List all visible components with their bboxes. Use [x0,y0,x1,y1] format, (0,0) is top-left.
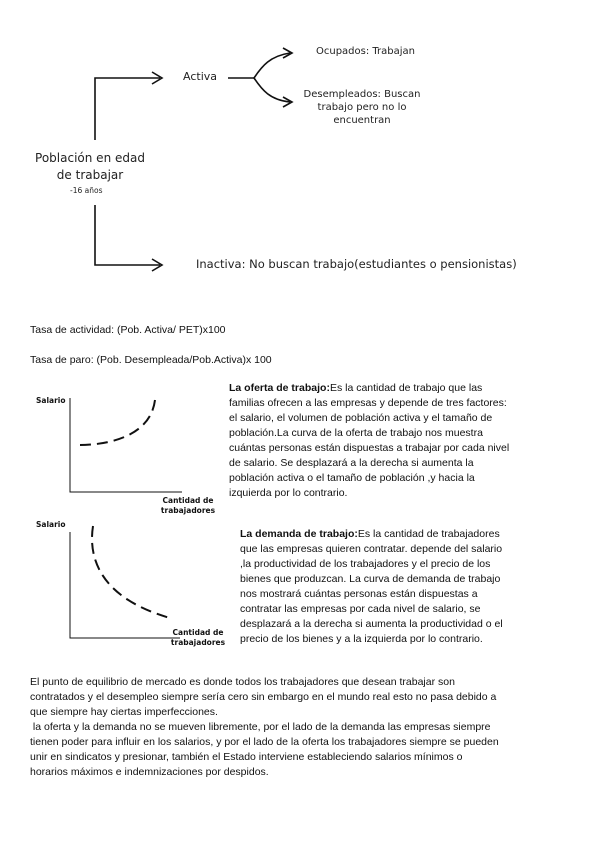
supply-line6: de salario. Se desplazará a la derecha si aumenta la [229,457,474,469]
demand-line5: nos mostrará cuántas personas están dispuestas a [240,588,478,600]
demand-xlabel-line2: trabajadores [170,638,226,647]
supply-line7: población activa o el tamaño de población ,y hacia la [229,472,475,484]
conclusion-line6: unir en sindicatos y presionar, también el Estado interviene estableciendo salarios mínimos o [30,751,463,763]
unemployed-label-line2: trabajo pero no lo [317,102,407,113]
conclusion-line2: contratados y el desempleo siempre sería cero sin embargo en el mundo real esto no pasa debido a [30,691,497,703]
unemployed-label-line1: Desempleados: Buscan [303,89,421,100]
demand-paragraph [240,527,560,647]
demand-line8: precio de los bienes y a la izquierda por lo contrario. [240,633,483,645]
demand-line1: Es la cantidad de trabajadores [357,528,500,540]
demand-curve [92,526,170,618]
demand-line2: que las empresas quieren contratar. depende del salario [240,543,503,555]
supply-paragraph [229,381,559,501]
conclusion-line3: que siempre hay ciertas imperfecciones. [30,706,218,718]
conclusion-line5: tienen poder para influir en los salarios, y por el lado de la oferta los trabajadores siempre se pueden [30,736,499,748]
unemployed-label [296,88,428,127]
supply-title: La oferta de trabajo: [229,382,330,394]
root-label [30,150,150,184]
demand-axes [70,532,180,638]
conclusion-line4: la oferta y la demanda no se mueven libremente, por el lado de la demanda las empresas siempre [30,721,491,733]
root-note: -16 años [70,186,103,195]
supply-line5: cuántas personas están dispuestas a trabajar por cada nivel [229,442,510,454]
branch-line-inactive [95,205,160,265]
demand-xlabel-line1: Cantidad de [172,628,224,637]
demand-ylabel: Salario [36,520,66,529]
active-label: Activa [183,70,217,83]
demand-xlabel [168,628,228,648]
supply-chart [60,390,190,500]
supply-line8: izquierda por lo contrario. [229,487,348,499]
employed-label: Ocupados: Trabajan [316,46,416,57]
demand-line7: desplazará a la derecha si aumenta la productividad o el [240,618,503,630]
root-label-line2: de trabajar [56,168,124,182]
supply-line2: familias ofrecen a las empresas y depende de tres factores: [229,397,507,409]
activity-rate-formula: Tasa de actividad: (Pob. Activa/ PET)x100 [30,324,226,336]
inactive-label: Inactiva: No buscan trabajo(estudiantes o pensionistas) [196,257,517,271]
supply-xlabel-line2: trabajadores [160,506,216,515]
demand-line4: bienes que produzcan. La curva de demanda de trabajo [240,573,501,585]
root-label-line1: Población en edad [35,151,145,165]
conclusion-line1: El punto de equilibrio de mercado es donde todos los trabajadores que desean trabajar son [30,676,455,688]
supply-curve [80,400,155,445]
supply-line1: Es la cantidad de trabajo que las [329,382,483,394]
supply-line3: el salario, el volumen de población activa y el tamaño de [229,412,493,424]
supply-xlabel-line1: Cantidad de [162,496,214,505]
demand-line6: contratar las empresas por cada nivel de salario, se [240,603,481,615]
unemployed-label-line3: encuentran [333,115,391,126]
branch-line-active [95,78,160,140]
demand-title: La demanda de trabajo: [240,528,358,540]
demand-line3: ,la productividad de los trabajadores y el precio de los [240,558,491,570]
supply-ylabel: Salario [36,396,66,405]
supply-xlabel [158,496,218,516]
unemployment-rate-formula: Tasa de paro: (Pob. Desempleada/Pob.Activa)x 100 [30,354,272,366]
conclusion-line7: horarios máximos e indemnizaciones por despidos. [30,766,269,778]
conclusion-paragraph [30,675,575,780]
supply-line4: población.La curva de la oferta de trabajo nos muestra [229,427,483,439]
